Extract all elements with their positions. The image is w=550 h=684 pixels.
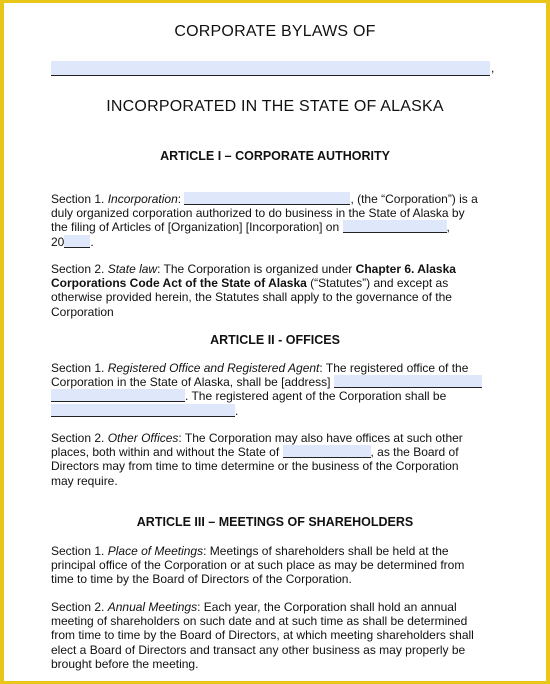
- article-3-section-2: Section 2. Annual Meetings: Each year, the Corporation shall hold an annual meeting of shareholders on such date and at such time as shall be determined from time to time by the Board of Directors, at which meeting shareholders shall elect a Board of Directors and transact any other business as may properly be brought before the meeting.: [51, 600, 474, 671]
- article-1-heading: ARTICLE I – CORPORATE AUTHORITY: [160, 149, 390, 163]
- article-2-section-1: Section 1. Registered Office and Registered Agent: The registered office of the Corporation in the State of Alaska, shall be [address] . The registered agent of the Corporation shall be .: [51, 361, 491, 418]
- corporation-name-field[interactable]: [51, 61, 490, 76]
- state-field[interactable]: [283, 445, 371, 458]
- registered-office-address-field-2[interactable]: [51, 389, 185, 402]
- document-title: CORPORATE BYLAWS OF: [174, 23, 376, 40]
- article-2-heading: ARTICLE II - OFFICES: [210, 333, 340, 347]
- article-3-heading: ARTICLE III – MEETINGS OF SHAREHOLDERS: [136, 515, 414, 529]
- article-1-section-2: Section 2. State law: The Corporation is organized under Chapter 6. Alaska Corporations Code Act of the State of Alaska (“Statutes”) and except as otherwise provided herein, the Statutes shall apply to the governance of the Corporation: [51, 262, 456, 319]
- document-page: [4, 3, 546, 681]
- title-comma: ,: [491, 61, 495, 75]
- filing-date-field[interactable]: [343, 220, 447, 233]
- article-1-section-1: Section 1. Incorporation: , (the “Corporation”) is a duly organized corporation authorized to do business in the State of Alaska by the filing of Articles of [Organization] [Incorporation] on , 20 .: [51, 192, 478, 249]
- incorporation-name-field[interactable]: [184, 192, 350, 205]
- document-subtitle: INCORPORATED IN THE STATE OF ALASKA: [106, 98, 444, 115]
- article-3-section-1: Section 1. Place of Meetings: Meetings of shareholders shall be held at the principal office of the Corporation or at such place as may be determined from time to time by the Board of Directors of the Corporation.: [51, 544, 465, 587]
- filing-year-field[interactable]: [64, 235, 90, 248]
- registered-agent-field[interactable]: [51, 404, 235, 417]
- registered-office-address-field[interactable]: [334, 375, 482, 388]
- article-2-section-2: Section 2. Other Offices: The Corporation may also have offices at such other places, both within and without the State of , as the Board of Directors may from time to time determine or the business of the Corporation may require.: [51, 431, 463, 488]
